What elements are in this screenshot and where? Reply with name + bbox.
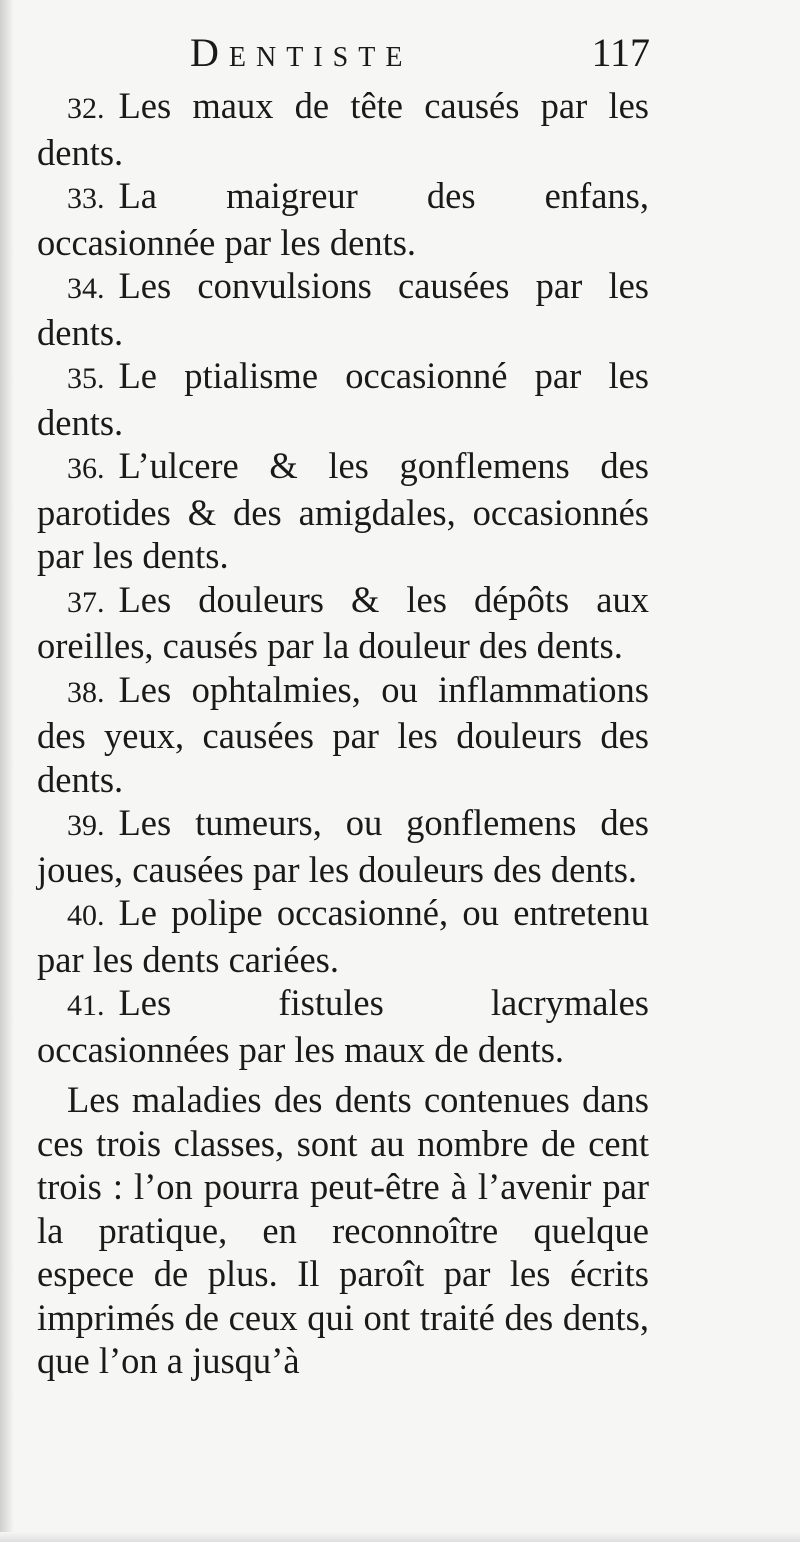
entry-text: Les fistules lacrymales occasionnées par les maux de dents. xyxy=(37,982,649,1070)
list-item xyxy=(37,264,649,354)
entry-number: 40. xyxy=(67,899,105,932)
page-header xyxy=(190,28,650,78)
entry-number: 35. xyxy=(67,362,105,395)
entry-text: Le ptialisme occasionné par les dents. xyxy=(37,355,649,443)
entry-text: Les tumeurs, ou gonflemens des joues, causées par les douleurs des dents. xyxy=(37,802,649,890)
entry-number: 41. xyxy=(67,989,105,1022)
list-item xyxy=(37,444,649,578)
entry-number: 33. xyxy=(67,182,105,215)
entry-text: Les ophtalmies, ou inflammations des yeux, causées par les douleurs des dents. xyxy=(37,668,649,800)
entry-text: L’ulcere & les gonflemens des parotides & des amigdales, occasionnés par les dents. xyxy=(37,445,649,576)
page-bottom-shadow xyxy=(0,1532,800,1542)
list-item xyxy=(37,801,649,891)
entry-text: Les convulsions causées par les dents. xyxy=(37,265,649,353)
page-edge-shadow xyxy=(0,0,14,1542)
running-title: Dentiste xyxy=(190,30,413,75)
page-body xyxy=(37,84,649,1383)
entry-text: Le polipe occasionné, ou entretenu par les dents cariées. xyxy=(37,892,649,980)
list-item xyxy=(37,578,649,668)
list-item xyxy=(37,174,649,264)
list-item xyxy=(37,84,649,174)
list-item xyxy=(37,354,649,444)
list-item xyxy=(37,668,649,802)
list-item xyxy=(37,981,649,1071)
entry-text: Les douleurs & les dépôts aux oreilles, causés par la douleur des dents. xyxy=(37,578,649,666)
page-number: 117 xyxy=(591,30,650,75)
entry-number: 37. xyxy=(67,585,105,619)
list-item xyxy=(37,891,649,981)
entry-number: 36. xyxy=(67,452,105,485)
entry-number: 34. xyxy=(67,272,105,305)
entry-number: 39. xyxy=(67,809,105,842)
entry-number: 32. xyxy=(67,92,105,125)
entry-text: Les maux de tête causés par les dents. xyxy=(37,85,649,173)
entry-number: 38. xyxy=(67,675,105,709)
closing-paragraph: Les maladies des dents contenues dans ces trois classes, sont au nombre de cent trois : l’on pourra peut-être à l’avenir par la pratique, en reconnoître quelque espece de plus. Il paroît par les écrits imprimés de ceux qui ont traité des dents, que l’on a jusqu’à xyxy=(37,1079,649,1381)
entry-text: La maigreur des enfans, occasionnée par les dents. xyxy=(37,175,649,263)
